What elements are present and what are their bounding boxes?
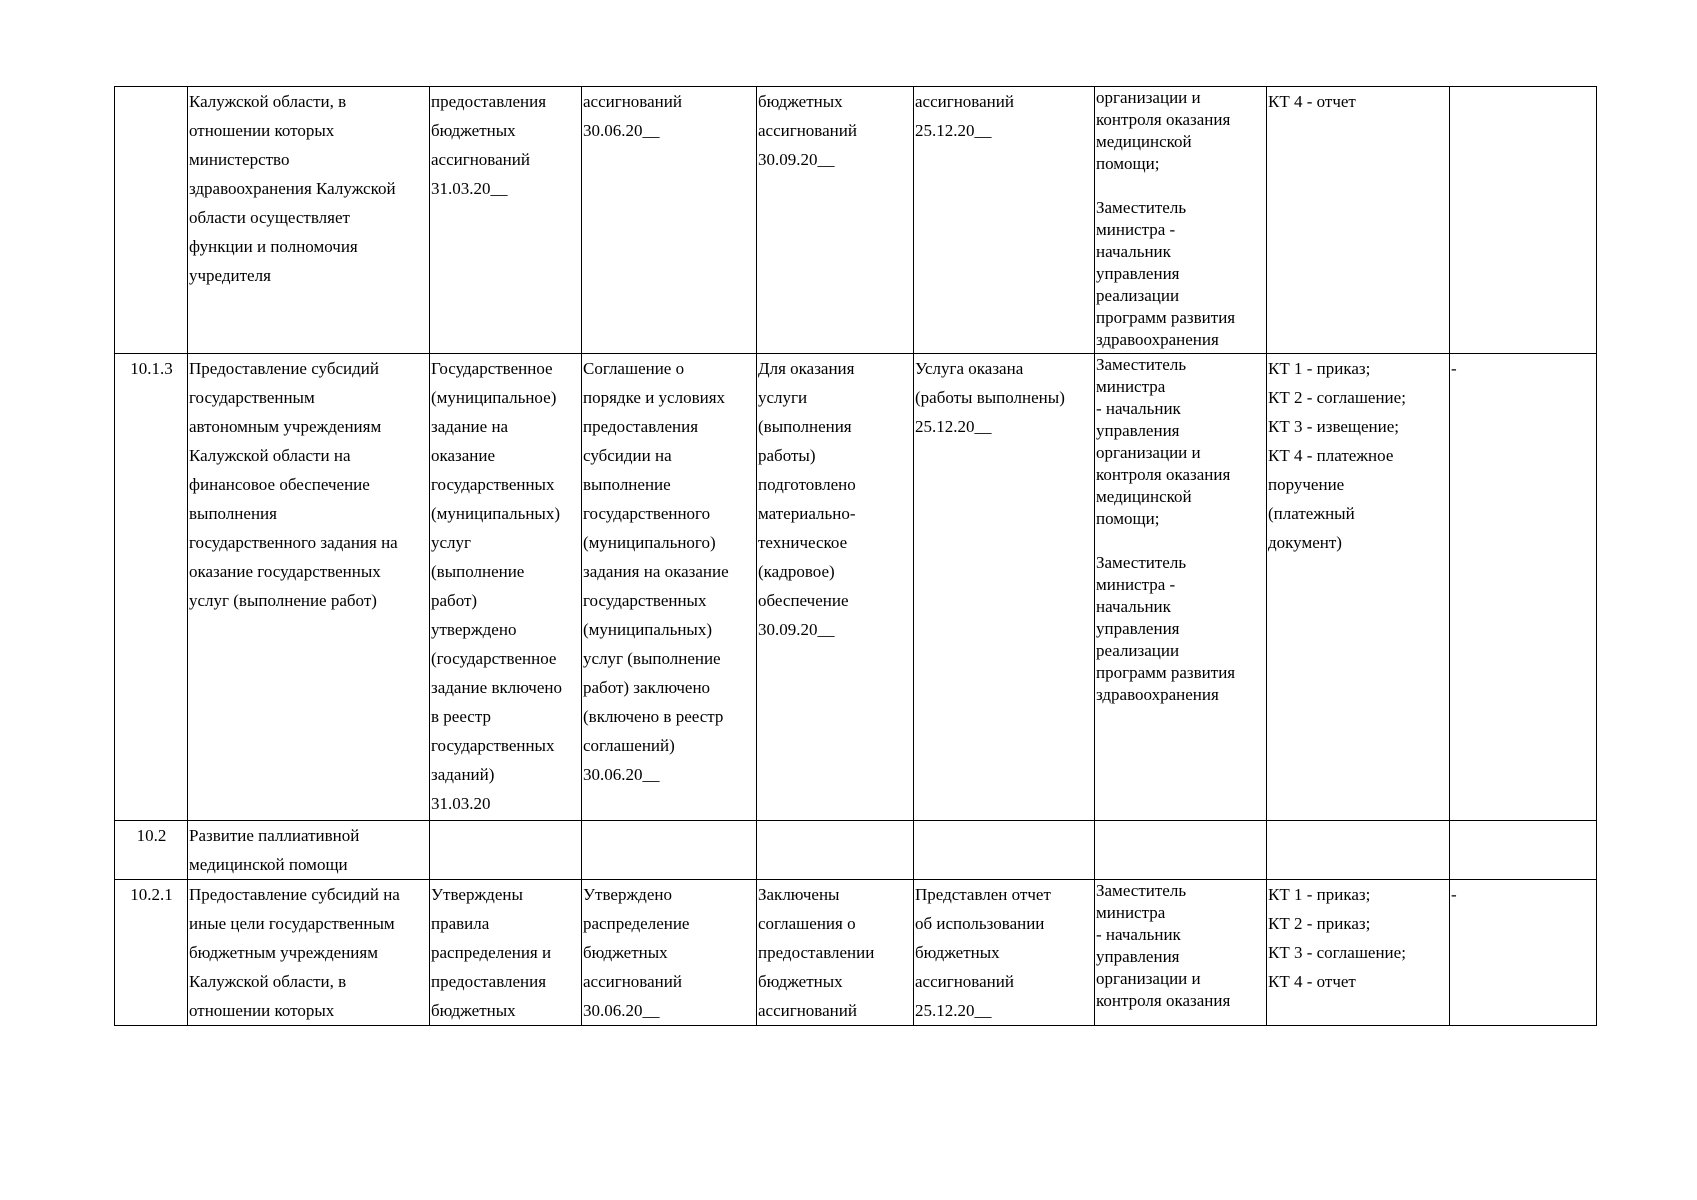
row-number: 10.1.3 xyxy=(115,354,188,821)
document-type-cell xyxy=(1267,821,1450,880)
control-point-2-cell: ассигнований 30.06.20__ xyxy=(582,87,757,354)
control-point-1-cell: предоставления бюджетных ассигнований 31.03.20__ xyxy=(430,87,582,354)
control-point-1-cell: Государственное (муниципальное) задание на оказание государственных (муниципальных) услуг (выполнение работ) утверждено (государственное задание включено в реестр государственных заданий) 31.03.20 xyxy=(430,354,582,821)
control-point-2-cell xyxy=(582,821,757,880)
table-row xyxy=(115,87,1597,354)
responsible-cell: Заместитель министра - начальник управления организации и контроля оказания xyxy=(1095,880,1267,1026)
plan-table xyxy=(114,86,1597,1026)
row-number: 10.2 xyxy=(115,821,188,880)
event-name-cell: Калужской области, в отношении которых министерство здравоохранения Калужской области осуществляет функции и полномочия учредителя xyxy=(188,87,430,354)
control-point-3-cell: Заключены соглашения о предоставлении бюджетных ассигнований xyxy=(757,880,914,1026)
control-point-3-cell: Для оказания услуги (выполнения работы) подготовлено материально- техническое (кадровое) обеспечение 30.09.20__ xyxy=(757,354,914,821)
control-point-1-cell: Утверждены правила распределения и предоставления бюджетных xyxy=(430,880,582,1026)
control-point-4-cell: Услуга оказана (работы выполнены) 25.12.20__ xyxy=(914,354,1095,821)
row-number: 10.2.1 xyxy=(115,880,188,1026)
row-number xyxy=(115,87,188,354)
control-point-3-cell xyxy=(757,821,914,880)
table-row xyxy=(115,821,1597,880)
control-point-2-cell: Утверждено распределение бюджетных ассигнований 30.06.20__ xyxy=(582,880,757,1026)
note-cell: - xyxy=(1450,880,1597,1026)
note-cell: - xyxy=(1450,354,1597,821)
control-point-1-cell xyxy=(430,821,582,880)
control-point-4-cell xyxy=(914,821,1095,880)
responsible-cell: Заместитель министра - начальник управления организации и контроля оказания медицинской помощи; Заместитель министра - начальник управления реализации программ развития здравоохранения xyxy=(1095,354,1267,821)
control-point-4-cell: Представлен отчет об использовании бюджетных ассигнований 25.12.20__ xyxy=(914,880,1095,1026)
document-type-cell: КТ 1 - приказ; КТ 2 - соглашение; КТ 3 - извещение; КТ 4 - платежное поручение (платежный документ) xyxy=(1267,354,1450,821)
table-row xyxy=(115,354,1597,821)
event-name-cell: Развитие паллиативной медицинской помощи xyxy=(188,821,430,880)
responsible-cell: организации и контроля оказания медицинской помощи; Заместитель министра - начальник управления реализации программ развития здравоохранения xyxy=(1095,87,1267,354)
responsible-cell xyxy=(1095,821,1267,880)
document-type-cell: КТ 4 - отчет xyxy=(1267,87,1450,354)
table-row xyxy=(115,880,1597,1026)
control-point-2-cell: Соглашение о порядке и условиях предоставления субсидии на выполнение государственного (муниципального) задания на оказание государственных (муниципальных) услуг (выполнение работ) заключено (включено в реестр соглашений) 30.06.20__ xyxy=(582,354,757,821)
control-point-4-cell: ассигнований 25.12.20__ xyxy=(914,87,1095,354)
event-name-cell: Предоставление субсидий государственным автономным учреждениям Калужской области на финансовое обеспечение выполнения государственного задания на оказание государственных услуг (выполнение работ) xyxy=(188,354,430,821)
note-cell xyxy=(1450,87,1597,354)
control-point-3-cell: бюджетных ассигнований 30.09.20__ xyxy=(757,87,914,354)
document-type-cell: КТ 1 - приказ; КТ 2 - приказ; КТ 3 - соглашение; КТ 4 - отчет xyxy=(1267,880,1450,1026)
note-cell xyxy=(1450,821,1597,880)
event-name-cell: Предоставление субсидий на иные цели государственным бюджетным учреждениям Калужской области, в отношении которых xyxy=(188,880,430,1026)
